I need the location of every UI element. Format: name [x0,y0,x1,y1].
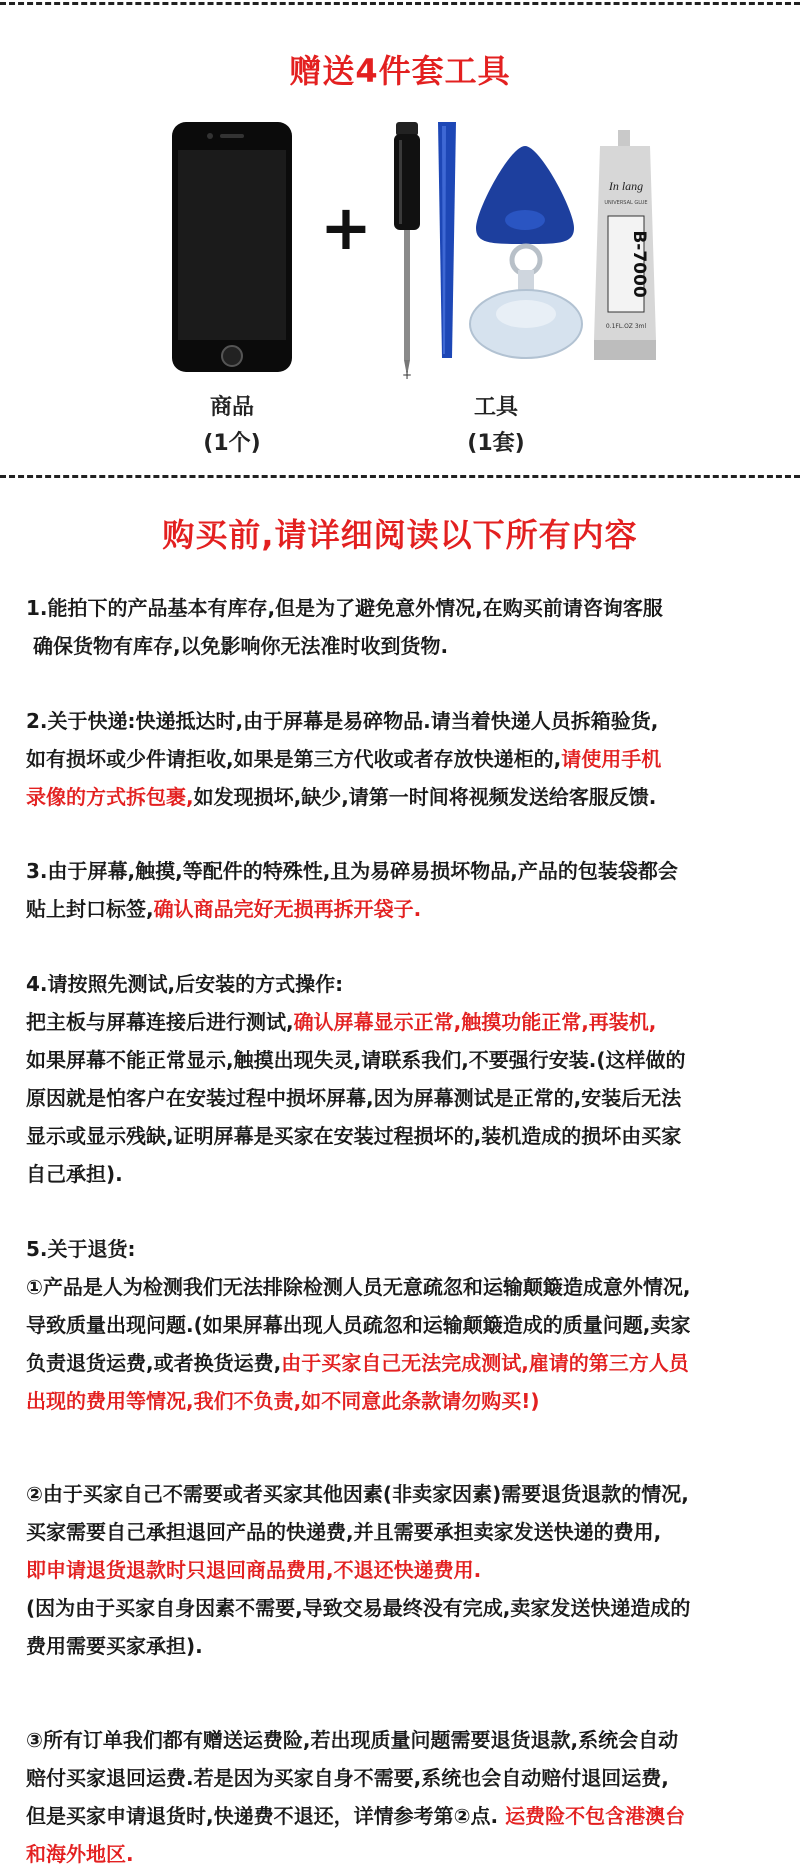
highlight-text: 请使用手机 [561,747,662,771]
text-line: 费用需要买家承担). [26,1634,203,1658]
text-line: 原因就是怕客户在安装过程中损坏屏幕,因为屏幕测试是正常的,安装后无法 [26,1086,682,1110]
notice-item-3 [26,852,786,928]
product-name: 商品 [209,395,254,420]
text-line: ②由于买家自己不需要或者买家其他因素(非卖家因素)需要退货退款的情况, [26,1482,689,1506]
return-clause-2 [26,1475,786,1665]
product-caption [182,390,282,462]
text-line: 买家需要自己承担退回产品的快递费,并且需要承担卖家发送快递的费用, [26,1520,662,1544]
screwdriver-icon [390,120,424,380]
text-line [26,778,786,816]
text-line: 5.关于退货: [26,1237,136,1261]
text-line: 确保货物有库存,以免影响你无法准时收到货物. [26,634,449,658]
text-line: ①产品是人为检测我们无法排除检测人员无意疏忽和运输颠簸造成意外情况, [26,1275,691,1299]
highlight-text: 和海外地区. [26,1842,134,1866]
text-segment: 负责退货运费,或者换货运费, [26,1351,282,1375]
tools-caption [446,390,546,462]
highlight-text: 运费险不包含港澳台 [498,1804,686,1828]
text-line: ③所有订单我们都有赠送运费险,若出现质量问题需要退货退款,系统会自动 [26,1728,679,1752]
top-divider [0,2,800,5]
text-line [26,1797,786,1835]
text-segment: 贴上封口标签, [26,897,154,921]
highlight-text: 即申请退货退款时只退回商品费用,不退还快递费用. [26,1558,482,1582]
text-line: 自己承担). [26,1162,123,1186]
screwdriver-tip-label: + [402,368,413,382]
text-segment: 但是买家申请退货时,快递费不退还，详情参考第②点. [26,1804,499,1828]
text-line: 赔付买家退回运费.若是因为买家自身不需要,系统也会自动赔付退回运费, [26,1766,669,1790]
plus-sign: + [320,191,372,264]
text-line: 1.能拍下的产品基本有库存,但是为了避免意外情况,在购买前请咨询客服 [26,596,663,620]
notice-item-2 [26,702,786,816]
text-line [26,740,786,778]
glue-model-text: B-7000 [629,230,649,298]
notice-item-1 [26,589,786,665]
text-line [26,890,786,928]
text-segment: 如有损坏或少件请拒收,如果是第三方代收或者存放快递柜的, [26,747,562,771]
highlight-text: 确认屏幕显示正常,触摸功能正常,再装机, [293,1010,657,1034]
glue-volume-text: 0.1FL.OZ 3ml [605,323,647,330]
text-line: 如果屏幕不能正常显示,触摸出现失灵,请联系我们,不要强行安装.(这样做的 [26,1048,686,1072]
highlight-text: 录像的方式拆包裹, [26,785,194,809]
highlight-text: 确认商品完好无损再拆开袋子. [153,897,422,921]
text-line [26,1344,786,1382]
text-line: 4.请按照先测试,后安装的方式操作: [26,972,344,996]
section-divider [0,475,800,478]
return-clause-3 [26,1721,786,1873]
text-line: (因为由于买家自身因素不需要,导致交易最终没有完成,卖家发送快递造成的 [26,1596,691,1620]
text-line: 导致质量出现问题.(如果屏幕出现人员疏忽和运输颠簸造成的质量问题,卖家 [26,1313,691,1337]
notice-title: 购买前,请详细阅读以下所有内容 [162,516,638,554]
text-segment: 如发现损坏,缺少,请第一时间将视频发送给客服反馈. [193,785,657,809]
notice-item-5 [26,1230,786,1420]
product-qty: (1个) [203,431,261,456]
glue-brand-text: In lang [608,179,644,193]
text-line: 显示或显示残缺,证明屏幕是买家在安装过程损坏的,装机造成的损坏由买家 [26,1124,682,1148]
tools-qty: (1套) [467,431,525,456]
highlight-text: 出现的费用等情况,我们不负责,如不同意此条款请勿购买!) [26,1389,540,1413]
pick-icon [470,140,580,250]
text-line [26,1003,786,1041]
suction-cup-icon [466,242,586,362]
glue-tube-icon [588,128,668,366]
notice-item-4 [26,965,786,1193]
glue-sub-text: UNIVERSAL GLUE [604,200,648,206]
text-segment: 把主板与屏幕连接后进行测试, [26,1010,294,1034]
gift-title: 赠送4件套工具 [289,52,511,90]
pry-bar-icon [430,118,464,366]
text-line: 2.关于快递:快递抵达时,由于屏幕是易碎物品.请当着快递人员拆箱验货, [26,709,659,733]
tools-name: 工具 [473,395,518,420]
phone-screen-icon [170,120,294,374]
text-line: 3.由于屏幕,触摸,等配件的特殊性,且为易碎易损坏物品,产品的包装袋都会 [26,859,678,883]
highlight-text: 由于买家自己无法完成测试,雇请的第三方人员 [281,1351,689,1375]
